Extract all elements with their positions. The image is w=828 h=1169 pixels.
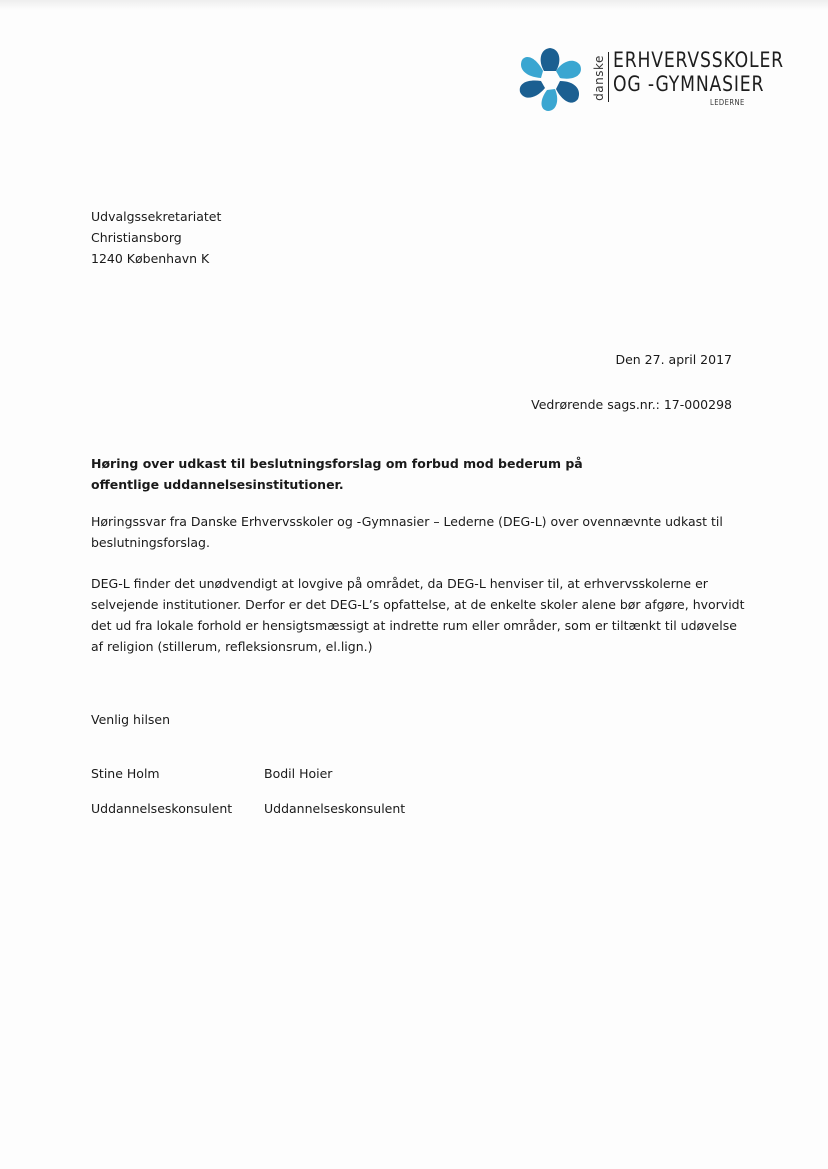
scan-edge-shadow bbox=[0, 0, 828, 10]
closing-salutation: Venlig hilsen bbox=[91, 712, 171, 727]
subject-line2: offentlige uddannelsesinstitutioner. bbox=[91, 477, 344, 492]
logo-petal-top-right bbox=[556, 61, 581, 79]
logo-petal-bottom-left bbox=[520, 80, 545, 97]
logo-title-line1: ERHVERVSSKOLER bbox=[613, 48, 784, 72]
logo-petal-bottom bbox=[542, 89, 558, 111]
recipient-line2: Christiansborg bbox=[91, 230, 182, 245]
recipient-line3: 1240 København K bbox=[91, 251, 210, 266]
body-paragraph-2: DEG-L finder det unødvendigt at lovgive på området, da DEG-L henviser til, at erhvervsskolerne er selvejende institutioner. Derfor er det DEG-L’s opfattelse, at de enkelte skoler alene bør afgøre, hvorvidt det ud fra lokale forhold er hensigtsmæssigt at indrette rum eller områder, som er tiltænkt til udøvelse af religion (stillerum, refleksionsrum, el.lign.) bbox=[91, 576, 745, 654]
signatory-title-2: Uddannelseskonsulent bbox=[264, 801, 406, 816]
logo-divider bbox=[608, 52, 609, 102]
logo-petal-top-left bbox=[521, 57, 543, 78]
logo-title-line2: OG -GYMNASIER bbox=[613, 72, 765, 96]
signatory-name-1: Stine Holm bbox=[91, 766, 160, 781]
organization-logo bbox=[514, 44, 784, 114]
logo-danske-text: danske bbox=[592, 55, 606, 101]
signatory-name-2: Bodil Hoier bbox=[264, 766, 333, 781]
signatory-title-1: Uddannelseskonsulent bbox=[91, 801, 233, 816]
recipient-line1: Udvalgssekretariatet bbox=[91, 209, 222, 224]
logo-lederne: LEDERNE bbox=[710, 98, 745, 107]
letter-date: Den 27. april 2017 bbox=[615, 352, 732, 367]
logo-danske-vertical bbox=[592, 50, 606, 106]
subject-line1: Høring over udkast til beslutningsforslag om forbud mod bederum på bbox=[91, 456, 583, 471]
case-reference: Vedrørende sags.nr.: 17-000298 bbox=[531, 397, 732, 412]
logo-petal-bottom-right bbox=[556, 81, 579, 103]
body-paragraph-1: Høringssvar fra Danske Erhvervsskoler og -Gymnasier – Lederne (DEG-L) over ovennævnte udkast til beslutningsforslag. bbox=[91, 514, 723, 550]
logo-flower-icon bbox=[514, 46, 586, 112]
letter-subject bbox=[91, 453, 583, 495]
recipient-address bbox=[91, 206, 221, 269]
logo-petal-top bbox=[541, 48, 560, 71]
